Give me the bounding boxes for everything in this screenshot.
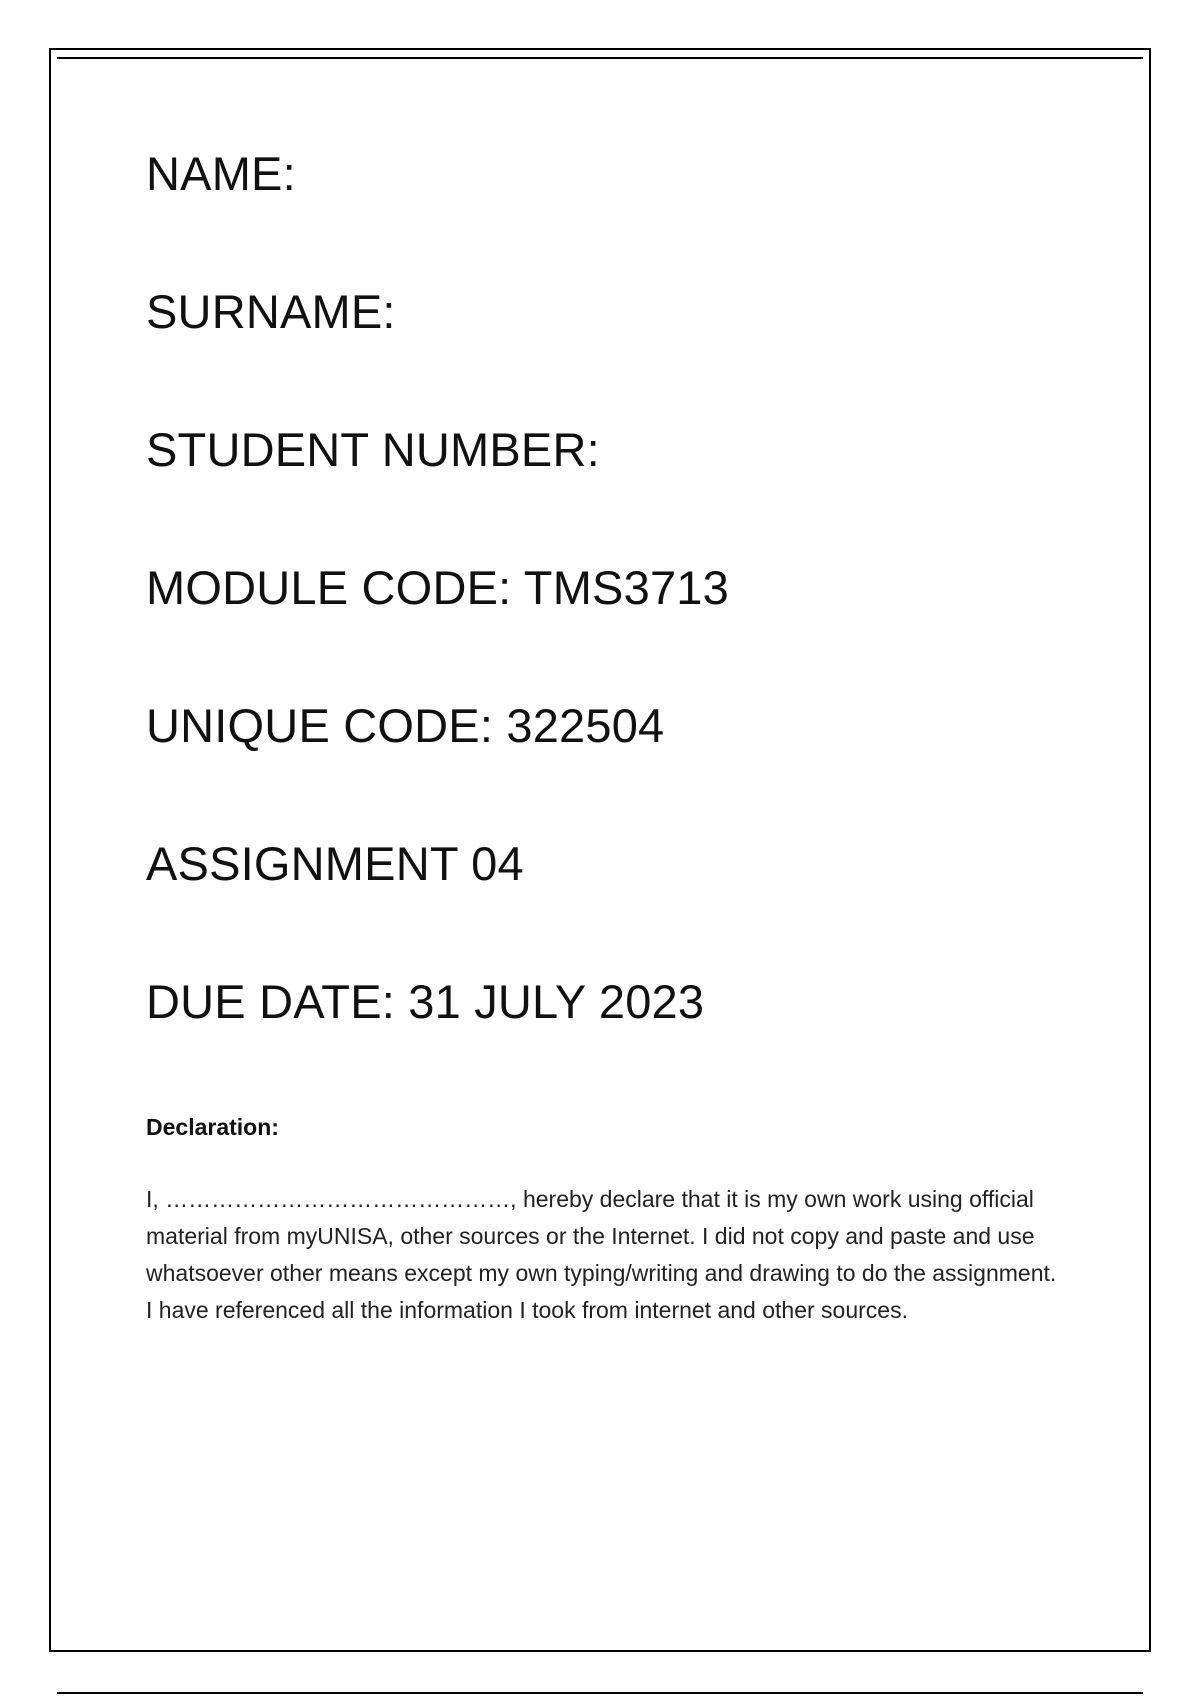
- cover-fields: [146, 147, 1096, 1116]
- top-divider: [57, 57, 1143, 59]
- name-field: NAME:: [146, 147, 296, 200]
- declaration-body: I, ………………………………………, hereby declare that it is my own work using official material from myUNISA, other sources or the Internet. I did not copy and paste and use whatsoever other means except my own typing/writing and drawing to do the assignment. I have referenced all the information I took from internet and other sources.: [146, 1186, 1057, 1323]
- module-code-field: MODULE CODE: TMS3713: [146, 561, 729, 614]
- declaration-section: [146, 1116, 1066, 1329]
- assignment-field: ASSIGNMENT 04: [146, 837, 524, 890]
- due-date-field: DUE DATE: 31 JULY 2023: [146, 975, 705, 1028]
- declaration-heading: Declaration:: [146, 1114, 279, 1140]
- surname-field: SURNAME:: [146, 285, 396, 338]
- bottom-divider: [57, 1692, 1143, 1694]
- unique-code-field: UNIQUE CODE: 322504: [146, 699, 665, 752]
- student-number-field: STUDENT NUMBER:: [146, 423, 600, 476]
